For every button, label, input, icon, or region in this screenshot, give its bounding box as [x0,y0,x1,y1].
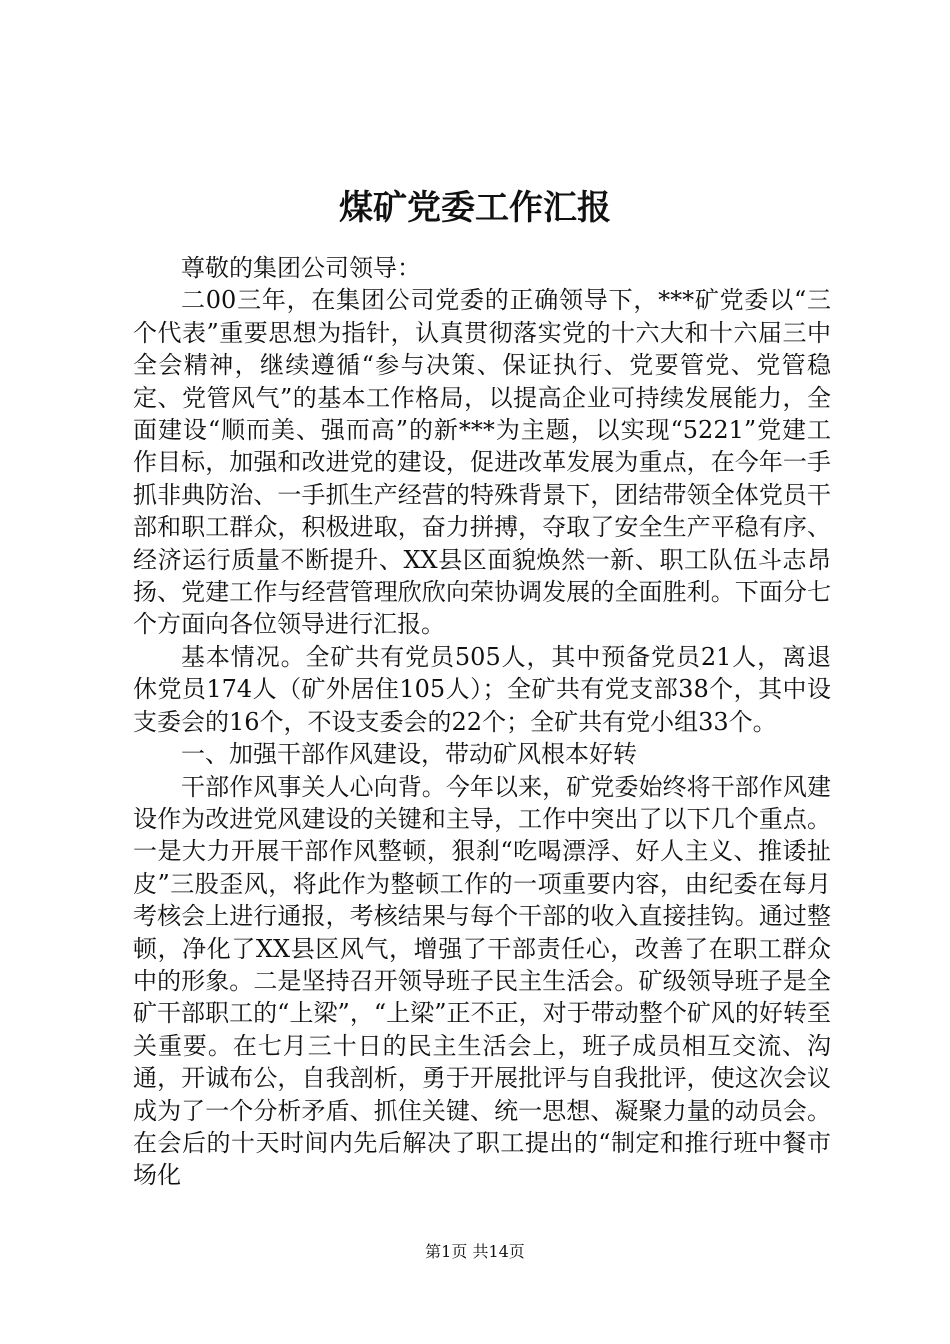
document-body [133,252,831,1192]
section-heading: 一、加强干部作风建设，带动矿风根本好转 [181,740,637,769]
section-body-paragraph: 干部作风事关人心向背。今年以来，矿党委始终将干部作风建设作为改进党风建设的关键和主导，工作中突出了以下几个重点。一是大力开展干部作风整顿，狠刹“吃喝漂浮、好人主义、推诿扯皮”三股歪风，将此作为整顿工作的一项重要内容，由纪委在每月考核会上进行通报，考核结果与每个干部的收入直接挂钩。通过整顿，净化了XX县区风气，增强了干部责任心，改善了在职工群众中的形象。二是坚持召开领导班子民主生活会。矿级领导班子是全矿干部职工的“上梁”，“上梁”正不正，对于带动整个矿风的好转至关重要。在七月三十日的民主生活会上，班子成员相互交流、沟通，开诚布公，自我剖析，勇于开展批评与自我批评，使这次会议成为了一个分析矛盾、抓住关键、统一思想、凝聚力量的动员会。在会后的十天时间内先后解决了职工提出的“制定和推行班中餐市场化 [133,772,831,1190]
basic-info-paragraph: 基本情况。全矿共有党员505人，其中预备党员21人，离退休党员174人（矿外居住105人）；全矿共有党支部38个，其中设支委会的16个，不设支委会的22个；全矿共有党小组33个。 [133,642,831,736]
salutation-paragraph: 尊敬的集团公司领导： [181,254,421,282]
intro-paragraph: 二00三年，在集团公司党委的正确领导下，***矿党委以“三个代表”重要思想为指针，认真贯彻落实党的十六大和十六届三中全会精神，继续遵循“参与决策、保证执行、党要管党、党管稳定、党管风气”的基本工作格局，以提高企业可持续发展能力，全面建设“顺而美、强而高”的新***为主题，以实现“5221”党建工作目标，加强和改进党的建设，促进改革发展为重点，在今年一手抓非典防治、一手抓生产经营的特殊背景下，团结带领全体党员干部和职工群众，积极进取，奋力拼搏，夺取了安全生产平稳有序、经济运行质量不断提升、XX县区面貌焕然一新、职工队伍斗志昂扬、党建工作与经营管理欣欣向荣协调发展的全面胜利。下面分七个方面向各位领导进行汇报。 [133,286,831,639]
page-footer: 第1页 共14页 [425,1242,525,1261]
document-title: 煤矿党委工作汇报 [339,188,611,228]
